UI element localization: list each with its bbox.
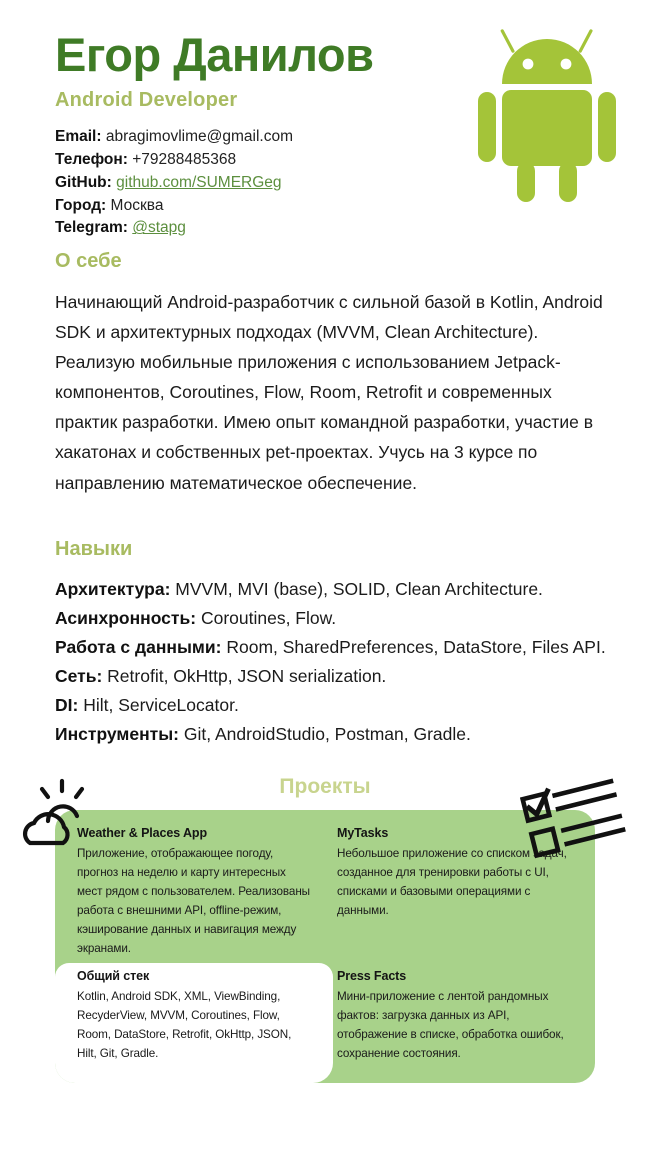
project-card-title: MyTasks — [337, 825, 389, 840]
about-section — [0, 250, 650, 498]
skill-label-architecture: Архитектура: — [55, 578, 171, 599]
skill-value-architecture: MVVM, MVI (base), SOLID, Clean Architecture. — [175, 578, 543, 599]
project-card-common-stack[interactable] — [71, 967, 319, 1068]
skill-row-architecture — [55, 575, 610, 604]
skill-value-async: Coroutines, Flow. — [200, 607, 337, 628]
skill-row-tools — [55, 720, 610, 749]
contact-value-city: Москва — [110, 196, 164, 214]
contact-value-email: abragimovlime@gmail.com — [105, 128, 293, 146]
skill-label-network: Сеть: — [55, 665, 103, 686]
skill-row-async — [55, 604, 610, 633]
projects-section — [0, 775, 650, 1075]
project-card-title: Press Facts — [337, 968, 407, 983]
projects-panel — [55, 810, 595, 1084]
sun-behind-cloud-weather-icon — [22, 777, 100, 849]
contact-value-phone: +79288485368 — [132, 151, 237, 169]
project-card-title: Общий стек — [77, 968, 150, 983]
skill-row-data — [55, 633, 610, 662]
android-robot-icon — [472, 22, 622, 202]
contact-link-github[interactable]: github.com/SUMERGeg — [116, 173, 282, 191]
skill-value-di: Hilt, ServiceLocator. — [83, 694, 239, 715]
skill-row-network — [55, 662, 610, 691]
skill-row-di — [55, 691, 610, 720]
contact-label-email: Email: — [55, 128, 102, 146]
skills-section-title: Навыки — [55, 537, 133, 560]
contact-label-telegram: Telegram: — [55, 219, 128, 237]
skill-value-network: Retrofit, OkHttp, JSON serialization. — [107, 665, 387, 686]
project-card-text: Мини-приложение с лентой рандомных фактов: загрузка данных из API, отображение в списке, обработка ошибок, сохранение состояния. — [337, 989, 564, 1060]
project-card-text: Kotlin, Android SDK, XML, ViewBinding, RecyderView, MVVM, Coroutines, Flow, Room, DataStore, Retrofit, OkHttp, JSON, Hilt, Git, Gradle. — [77, 989, 292, 1060]
projects-card-grid — [55, 810, 595, 1084]
projects-section-title: Проекты — [279, 774, 371, 798]
skill-value-data: Room, SharedPreferences, DataStore, Files API. — [226, 636, 606, 657]
about-text: Начинающий Android-разработчик с сильной базой в Kotlin, Android SDK и архитектурных подходах (MVVM, Clean Architecture). Реализую мобильные приложения с использованием Jetpack-компонентов, Coroutines, Flow, Room, Retrofit и современных практик разработки. Имею опыт командной разработки, участие в хакатонах и собственных pet-проектах. Учусь на 3 курсе по направлению математическое обеспечение. — [55, 292, 603, 493]
skill-value-tools: Git, AndroidStudio, Postman, Gradle. — [183, 723, 471, 744]
project-card-text: Небольшое приложение со списком задач, созданное для тренировки работы с UI, списками и базовыми операциями с данными. — [337, 846, 567, 917]
contact-link-telegram[interactable]: @stapg — [132, 219, 186, 237]
contact-label-city: Город: — [55, 196, 107, 214]
skills-section — [0, 538, 650, 749]
project-card-title: Weather & Places App — [77, 825, 207, 840]
skill-label-di: DI: — [55, 694, 79, 715]
skill-label-data: Работа с данными: — [55, 636, 222, 657]
checklist-icon — [520, 775, 632, 871]
skill-label-tools: Инструменты: — [55, 723, 180, 744]
page-title: Егор Данилов — [55, 28, 374, 81]
skill-label-async: Асинхронность: — [55, 607, 197, 628]
project-card-text: Приложение, отображающее погоду, прогноз на неделю и карту интересных мест рядом с пользователем. Реализованы работа с внешними API, offline-режим, кэширование данных и навигация между экранами. — [77, 846, 310, 955]
job-role-subtitle: Android Developer — [55, 89, 238, 112]
contact-label-phone: Телефон: — [55, 151, 128, 169]
contact-label-github: GitHub: — [55, 173, 112, 191]
project-card-weather[interactable] — [71, 824, 319, 963]
about-section-title: О себе — [55, 250, 122, 272]
header — [0, 0, 650, 250]
contact-row-telegram — [55, 217, 620, 240]
project-card-press-facts[interactable] — [331, 967, 579, 1068]
